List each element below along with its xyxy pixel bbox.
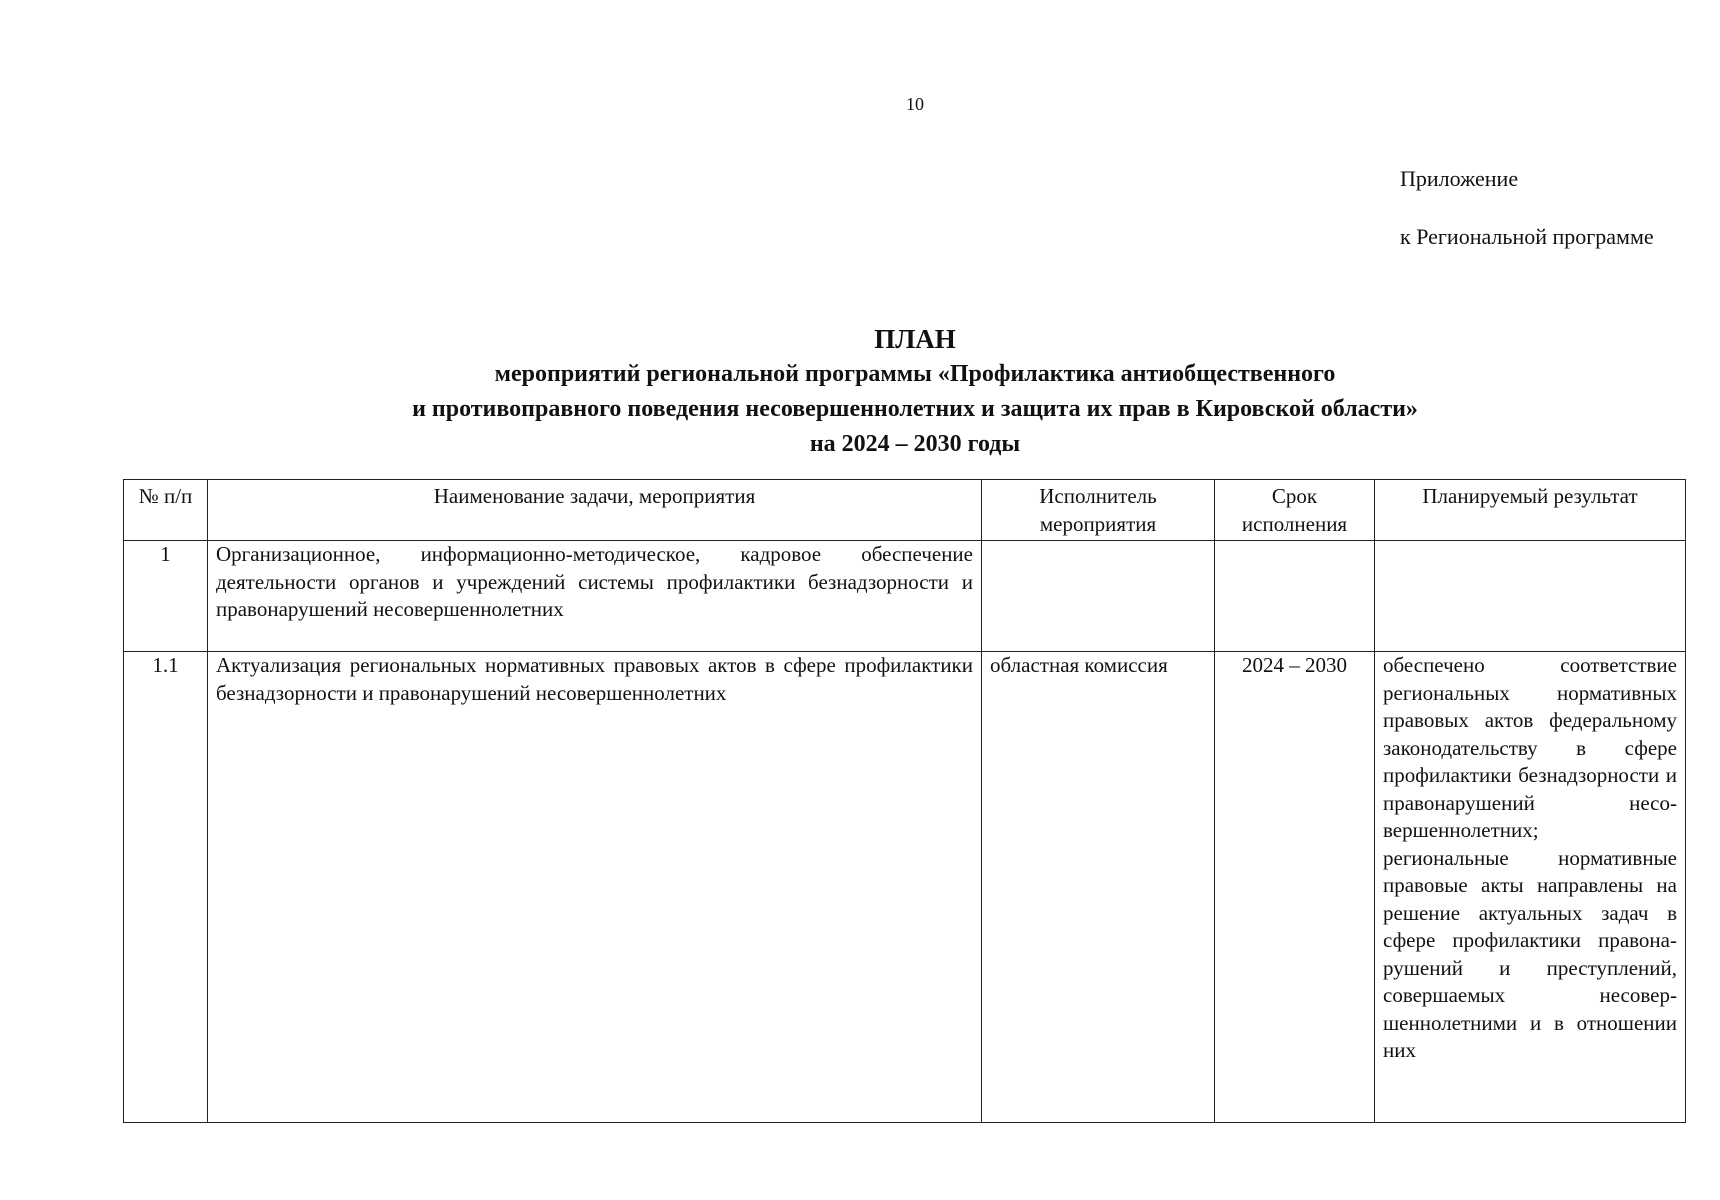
header-result: Планируемый результат bbox=[1375, 480, 1686, 541]
header-name: Наименование задачи, мероприятия bbox=[208, 480, 982, 541]
cell-num: 1.1 bbox=[124, 652, 208, 1123]
header-term: Срок исполнения bbox=[1215, 480, 1375, 541]
title-line-3: и противоправного поведения несовершеннолетних и защита их прав в Кировской области» bbox=[412, 396, 1418, 422]
table-header-row bbox=[124, 480, 1686, 541]
table-row bbox=[124, 541, 1686, 652]
appendix-reference: к Региональной программе bbox=[1400, 224, 1654, 249]
title-plan: ПЛАН bbox=[874, 324, 956, 354]
cell-num: 1 bbox=[124, 541, 208, 652]
result-part-2: региональные нормативные правовые акты направлены на решение актуальных задач в сфере профилактики правонарушений и преступлений, совершаемых несовершеннолетними и в отношении них bbox=[1383, 845, 1677, 1062]
table-row bbox=[124, 652, 1686, 1123]
document-title bbox=[120, 322, 1710, 462]
page-number: 10 bbox=[906, 94, 924, 114]
cell-term bbox=[1215, 541, 1375, 652]
title-line-2: мероприятий региональной программы «Профилактика антиобщественного bbox=[494, 361, 1336, 387]
cell-executor bbox=[982, 541, 1215, 652]
cell-term: 2024 – 2030 bbox=[1215, 652, 1375, 1123]
header-num: № п/п bbox=[124, 480, 208, 541]
header-executor: Исполнитель мероприятия bbox=[982, 480, 1215, 541]
plan-table bbox=[123, 479, 1686, 1123]
title-line-4: на 2024 – 2030 годы bbox=[809, 431, 1021, 457]
cell-result bbox=[1375, 541, 1686, 652]
appendix-label: Приложение bbox=[1400, 166, 1519, 191]
cell-name: Организационное, информационно-методическое, кадровое обеспечение деятельности органов и учреждений системы профилактики безнадзорности и правонарушений несовершеннолетних bbox=[208, 541, 982, 652]
cell-result bbox=[1375, 652, 1686, 1123]
cell-name: Актуализация региональных нормативных правовых актов в сфере профилактики безнадзорности и правонарушений несовершеннолетних bbox=[208, 652, 982, 1123]
result-part-1: обеспечено соответствие региональных нормативных правовых актов федеральному законодательству в сфере профилактики безнадзорности и правонарушений несовершеннолетних; bbox=[1383, 653, 1677, 842]
cell-executor: областная комиссия bbox=[982, 652, 1215, 1123]
